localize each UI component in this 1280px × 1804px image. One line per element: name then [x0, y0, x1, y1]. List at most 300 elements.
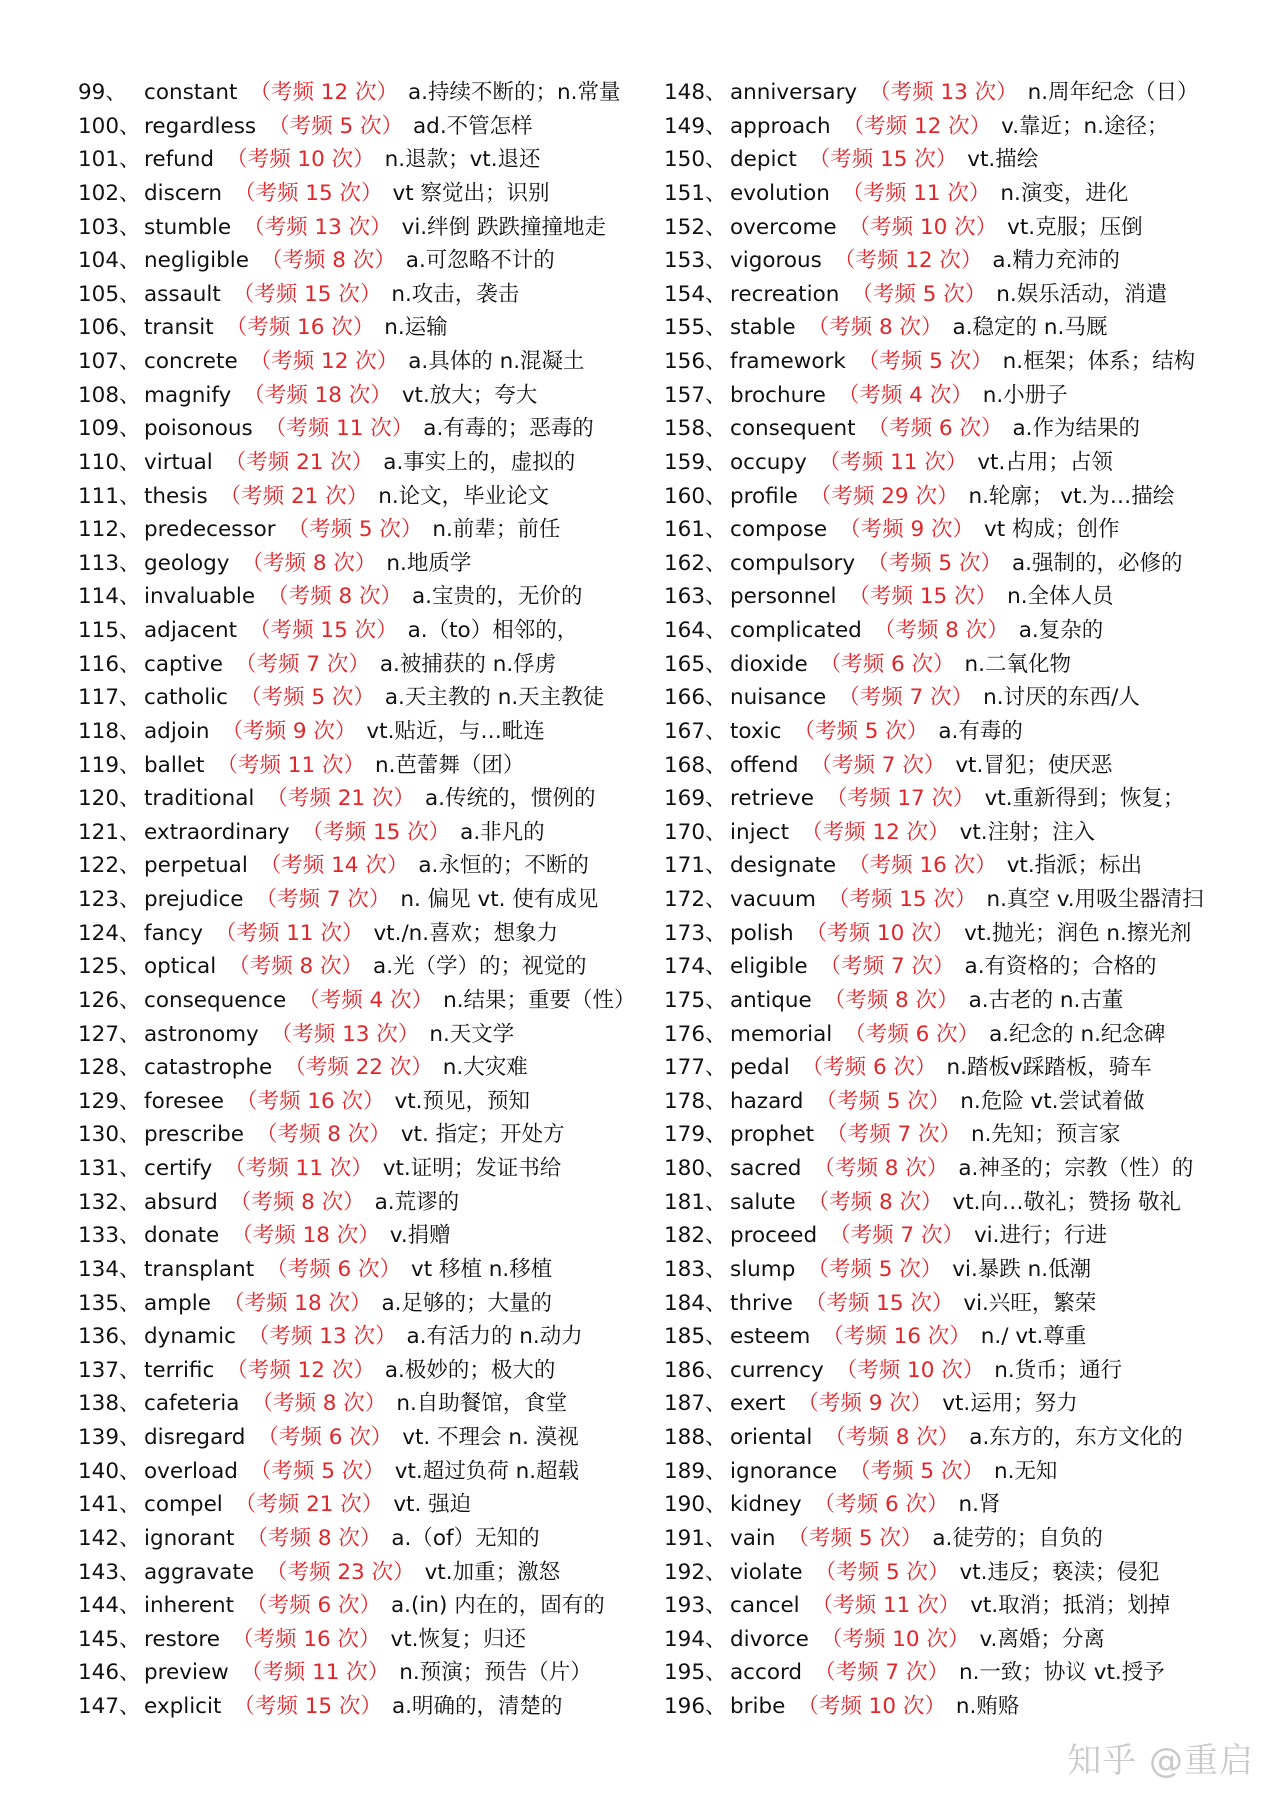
- vocab-entry: [664, 1556, 1274, 1590]
- entry-word: esteem: [730, 1324, 811, 1350]
- vocab-entry: [664, 1320, 1274, 1354]
- entry-word: captive: [144, 651, 223, 677]
- entry-word: overcome: [730, 214, 837, 240]
- entry-number: 152、: [664, 214, 727, 240]
- entry-word: foresee: [144, 1088, 224, 1114]
- entry-definition: a.精力充沛的: [992, 248, 1120, 274]
- entry-word: occupy: [730, 449, 807, 475]
- entry-definition: n.攻击，袭击: [391, 281, 520, 307]
- entry-frequency: （考频 13 次）: [270, 1021, 420, 1047]
- entry-frequency: （考频 21 次）: [219, 483, 369, 509]
- entry-word: perpetual: [144, 853, 248, 879]
- entry-number: 176、: [664, 1021, 727, 1047]
- entry-definition: n.讨厌的东西/人: [983, 685, 1140, 711]
- vocab-entry: [78, 1051, 688, 1085]
- vocab-entry: [664, 1488, 1274, 1522]
- entry-definition: vt. 强迫: [393, 1492, 472, 1518]
- vocab-entry: [664, 1421, 1274, 1455]
- vocab-entry: [78, 1085, 688, 1119]
- entry-word: ignorant: [144, 1525, 235, 1551]
- entry-number: 114、: [78, 584, 141, 610]
- entry-word: thrive: [730, 1290, 793, 1316]
- entry-frequency: （考频 14 次）: [259, 853, 409, 879]
- entry-number: 175、: [664, 987, 727, 1013]
- entry-frequency: （考频 11 次）: [841, 180, 991, 206]
- entry-word: memorial: [730, 1021, 833, 1047]
- vocab-entry: [78, 1421, 688, 1455]
- entry-number: 191、: [664, 1525, 727, 1551]
- entry-number: 180、: [664, 1156, 727, 1181]
- entry-word: antique: [730, 987, 812, 1013]
- vocab-entry: [78, 950, 688, 984]
- entry-word: preview: [144, 1660, 229, 1686]
- entry-number: 139、: [78, 1425, 141, 1450]
- entry-number: 162、: [664, 550, 727, 576]
- entry-word: divorce: [730, 1626, 809, 1652]
- entry-word: ample: [144, 1290, 211, 1316]
- entry-definition: vt.证明；发证书给: [382, 1156, 562, 1181]
- entry-frequency: （考频 5 次）: [857, 349, 993, 374]
- entry-number: 135、: [78, 1290, 141, 1316]
- entry-frequency: （考频 6 次）: [257, 1425, 393, 1450]
- entry-word: inherent: [144, 1593, 235, 1619]
- entry-frequency: （考频 6 次）: [801, 1055, 937, 1081]
- vocab-entry: [78, 816, 688, 850]
- vocab-entry: [78, 917, 688, 951]
- entry-word: invaluable: [144, 584, 256, 610]
- entry-frequency: （考频 15 次）: [301, 819, 451, 845]
- vocab-entry: [664, 143, 1274, 177]
- entry-frequency: （考频 5 次）: [249, 1458, 385, 1484]
- entry-frequency: （考频 6 次）: [266, 1256, 401, 1282]
- entry-definition: vt./n.喜欢；想象力: [373, 920, 559, 946]
- entry-definition: vt.描绘: [967, 147, 1039, 173]
- entry-number: 100、: [78, 113, 141, 139]
- entry-frequency: （考频 8 次）: [824, 1425, 960, 1450]
- vocab-entry: [664, 950, 1274, 984]
- vocab-entry: [78, 345, 688, 379]
- entry-word: predecessor: [144, 517, 276, 543]
- entry-frequency: （考频 12 次）: [249, 349, 399, 374]
- vocab-entry: [664, 1018, 1274, 1052]
- entry-definition: a.古老的 n.古董: [968, 987, 1124, 1013]
- entry-frequency: （考频 8 次）: [267, 584, 402, 610]
- entry-word: personnel: [730, 584, 837, 610]
- entry-frequency: （考频 8 次）: [873, 618, 1009, 643]
- entry-number: 144、: [78, 1593, 141, 1619]
- entry-definition: vt 察觉出；识别: [392, 180, 550, 206]
- entry-number: 155、: [664, 315, 727, 341]
- entry-definition: n.预演；预告（片）: [399, 1660, 592, 1686]
- entry-word: traditional: [144, 786, 255, 812]
- vocab-entry: [78, 614, 688, 648]
- vocab-entry: [78, 782, 688, 816]
- entry-frequency: （考频 12 次）: [833, 248, 983, 274]
- entry-word: cafeteria: [144, 1391, 240, 1417]
- entry-definition: vt.恢复；归还: [390, 1626, 527, 1652]
- entry-word: transit: [144, 315, 214, 341]
- entry-word: catholic: [144, 685, 228, 711]
- entry-frequency: （考频 16 次）: [231, 1626, 381, 1652]
- entry-frequency: （考频 16 次）: [848, 853, 997, 879]
- entry-frequency: （考频 9 次）: [797, 1391, 933, 1417]
- entry-definition: a.天主教的 n.天主教徒: [384, 685, 605, 711]
- vocab-entry: [664, 480, 1274, 514]
- entry-number: 185、: [664, 1324, 727, 1350]
- entry-definition: a.徒劳的；自负的: [932, 1525, 1103, 1551]
- entry-word: complicated: [730, 618, 862, 643]
- entry-word: depict: [730, 147, 797, 173]
- entry-word: exert: [730, 1391, 786, 1417]
- entry-word: brochure: [730, 382, 826, 408]
- entry-definition: vt.重新得到；恢复；: [984, 786, 1185, 812]
- vocab-entry: [78, 1253, 688, 1287]
- entry-word: discern: [144, 180, 222, 206]
- entry-number: 111、: [78, 483, 141, 509]
- vocab-entry: [78, 211, 688, 245]
- vocab-entry: [664, 345, 1274, 379]
- entry-definition: n. 偏见 vt. 使有成见: [400, 887, 599, 912]
- entry-frequency: （考频 11 次）: [224, 1156, 373, 1181]
- entry-word: concrete: [144, 349, 238, 374]
- entry-word: vigorous: [730, 248, 822, 274]
- entry-word: compose: [730, 517, 828, 543]
- vocab-entry: [664, 547, 1274, 581]
- entry-number: 166、: [664, 685, 727, 711]
- entry-number: 164、: [664, 618, 727, 643]
- vocab-entry: [664, 1690, 1274, 1724]
- vocab-entry: [664, 1219, 1274, 1253]
- entry-word: vain: [730, 1525, 776, 1551]
- entry-number: 173、: [664, 920, 727, 946]
- entry-definition: a.有毒的: [938, 718, 1023, 744]
- entry-word: eligible: [730, 954, 808, 980]
- entry-frequency: （考频 10 次）: [848, 214, 998, 240]
- entry-word: prophet: [730, 1122, 815, 1148]
- entry-number: 119、: [78, 752, 141, 778]
- entry-frequency: （考频 5 次）: [815, 1088, 951, 1114]
- entry-frequency: （考频 15 次）: [804, 1290, 954, 1316]
- vocab-entry: [78, 1589, 688, 1623]
- entry-definition: n./ vt.尊重: [980, 1324, 1087, 1350]
- entry-word: retrieve: [730, 786, 815, 812]
- entry-number: 157、: [664, 382, 727, 408]
- vocab-entry: [664, 244, 1274, 278]
- entry-definition: n.演变，进化: [1000, 180, 1129, 206]
- entry-definition: a.宝贵的，无价的: [411, 584, 583, 610]
- entry-definition: vi.绊倒 跌跌撞撞地走: [401, 214, 606, 240]
- vocab-entry: [78, 1690, 688, 1724]
- entry-frequency: （考频 16 次）: [225, 315, 375, 341]
- entry-word: disregard: [144, 1425, 246, 1450]
- entry-number: 99、: [78, 80, 127, 105]
- entry-frequency: （考频 12 次）: [249, 80, 398, 105]
- entry-number: 183、: [664, 1256, 727, 1282]
- entry-word: hazard: [730, 1088, 804, 1114]
- entry-frequency: （考频 6 次）: [819, 651, 955, 677]
- entry-number: 178、: [664, 1088, 727, 1114]
- entry-definition: vt.注射；注入: [959, 819, 1096, 845]
- vocab-entry: [78, 1320, 688, 1354]
- entry-definition: v.捐赠: [389, 1223, 451, 1249]
- vocab-entry: [78, 1556, 688, 1590]
- entry-word: geology: [144, 550, 230, 576]
- entry-word: magnify: [144, 382, 232, 408]
- entry-definition: vt.取消；抵消；划掉: [970, 1593, 1171, 1619]
- entry-frequency: （考频 4 次）: [298, 987, 434, 1013]
- entry-number: 102、: [78, 180, 141, 206]
- entry-word: designate: [730, 853, 837, 879]
- entry-definition: n.芭蕾舞（团）: [374, 752, 525, 778]
- entry-number: 123、: [78, 887, 141, 912]
- entry-number: 149、: [664, 113, 727, 139]
- vocab-entry: [664, 715, 1274, 749]
- entry-word: kidney: [730, 1492, 802, 1518]
- vocab-entry: [78, 749, 688, 783]
- entry-frequency: （考频 12 次）: [801, 819, 950, 845]
- entry-word: evolution: [730, 180, 830, 206]
- entry-number: 107、: [78, 349, 141, 374]
- entry-word: proceed: [730, 1223, 818, 1249]
- entry-frequency: （考频 11 次）: [811, 1593, 961, 1619]
- entry-number: 167、: [664, 718, 727, 744]
- entry-frequency: （考频 13 次）: [869, 80, 1018, 105]
- entry-number: 137、: [78, 1357, 141, 1383]
- vocab-column-right: [664, 76, 1274, 1724]
- entry-number: 132、: [78, 1189, 141, 1215]
- vocab-entry: [664, 379, 1274, 413]
- entry-number: 116、: [78, 651, 141, 677]
- entry-frequency: （考频 15 次）: [808, 147, 958, 173]
- vocab-entry: [664, 1387, 1274, 1421]
- vocab-entry: [78, 984, 688, 1018]
- entry-word: recreation: [730, 281, 840, 307]
- entry-frequency: （考频 15 次）: [233, 1694, 382, 1719]
- entry-definition: a.传统的，惯例的: [424, 786, 596, 812]
- entry-frequency: （考频 6 次）: [844, 1021, 980, 1047]
- entry-number: 128、: [78, 1055, 141, 1081]
- entry-definition: n.自助餐馆，食堂: [396, 1391, 568, 1417]
- entry-number: 192、: [664, 1559, 727, 1585]
- entry-number: 136、: [78, 1324, 141, 1350]
- entry-word: restore: [144, 1626, 220, 1652]
- entry-frequency: （考频 7 次）: [810, 752, 946, 778]
- entry-definition: vt.预见，预知: [394, 1088, 531, 1114]
- entry-definition: vt.加重；激怒: [424, 1559, 561, 1585]
- entry-frequency: （考频 18 次）: [222, 1290, 372, 1316]
- entry-definition: n.周年纪念（日）: [1027, 80, 1199, 105]
- entry-frequency: （考频 8 次）: [823, 987, 959, 1013]
- entry-definition: vi.兴旺，繁荣: [963, 1290, 1097, 1316]
- entry-definition: vt.违反；亵渎；侵犯: [959, 1559, 1160, 1585]
- entry-number: 181、: [664, 1189, 727, 1215]
- entry-number: 131、: [78, 1156, 141, 1181]
- entry-word: salute: [730, 1189, 796, 1215]
- vocab-entry: [664, 1656, 1274, 1690]
- entry-number: 172、: [664, 887, 727, 912]
- entry-definition: vi.暴跌 n.低潮: [952, 1256, 1092, 1282]
- entry-definition: a.持续不断的；n.常量: [408, 80, 621, 105]
- entry-word: donate: [144, 1223, 220, 1249]
- entry-word: compulsory: [730, 550, 856, 576]
- entry-number: 186、: [664, 1357, 727, 1383]
- entry-definition: n.大灾难: [442, 1055, 528, 1081]
- entry-number: 104、: [78, 248, 141, 274]
- vocab-entry: [78, 849, 688, 883]
- entry-number: 110、: [78, 449, 141, 475]
- entry-definition: a.被捕获的 n.俘虏: [379, 651, 557, 677]
- entry-definition: n.真空 v.用吸尘器清扫: [986, 887, 1204, 912]
- entry-word: overload: [144, 1458, 238, 1484]
- entry-word: oriental: [730, 1425, 813, 1450]
- entry-number: 182、: [664, 1223, 727, 1249]
- entry-word: prejudice: [144, 887, 244, 912]
- entry-word: consequent: [730, 416, 856, 442]
- entry-frequency: （考频 17 次）: [826, 786, 975, 812]
- vocab-entry: [78, 177, 688, 211]
- vocab-entry: [78, 715, 688, 749]
- entry-frequency: （考频 13 次）: [247, 1324, 397, 1350]
- entry-word: stumble: [144, 214, 232, 240]
- entry-word: framework: [730, 349, 846, 374]
- entry-frequency: （考频 18 次）: [231, 1223, 380, 1249]
- entry-number: 148、: [664, 80, 727, 105]
- vocab-entry: [78, 446, 688, 480]
- entry-number: 165、: [664, 651, 727, 677]
- entry-number: 105、: [78, 281, 141, 307]
- entry-definition: vt.冒犯；使厌恶: [955, 752, 1113, 778]
- vocab-entry: [664, 513, 1274, 547]
- entry-word: refund: [144, 147, 215, 173]
- vocab-entry: [664, 1354, 1274, 1388]
- entry-word: sacred: [730, 1156, 802, 1181]
- entry-frequency: （考频 12 次）: [842, 113, 992, 139]
- entry-frequency: （考频 6 次）: [246, 1593, 381, 1619]
- entry-frequency: （考频 7 次）: [829, 1223, 964, 1249]
- entry-number: 145、: [78, 1626, 141, 1652]
- entry-number: 154、: [664, 281, 727, 307]
- entry-word: compel: [144, 1492, 223, 1518]
- entry-definition: n.肾: [958, 1492, 1001, 1518]
- entry-word: adjacent: [144, 618, 238, 643]
- entry-definition: vt.贴近，与…毗连: [366, 718, 545, 744]
- entry-definition: n.天文学: [429, 1021, 515, 1047]
- entry-number: 163、: [664, 584, 727, 610]
- entry-number: 177、: [664, 1055, 727, 1081]
- entry-frequency: （考频 21 次）: [224, 449, 374, 475]
- entry-definition: n.踏板v踩踏板，骑车: [946, 1055, 1152, 1081]
- entry-frequency: （考频 11 次）: [216, 752, 365, 778]
- entry-definition: n.一致；协议 vt.授予: [958, 1660, 1165, 1686]
- vocab-entry: [78, 1118, 688, 1152]
- entry-frequency: （考频 7 次）: [838, 685, 974, 711]
- entry-number: 156、: [664, 349, 727, 374]
- entry-frequency: （考频 5 次）: [814, 1559, 950, 1585]
- entry-number: 103、: [78, 214, 141, 240]
- entry-number: 187、: [664, 1391, 727, 1417]
- vocab-entry: [664, 311, 1274, 345]
- entry-definition: ad.不管怎样: [413, 113, 533, 139]
- entry-frequency: （考频 18 次）: [243, 382, 392, 408]
- entry-word: astronomy: [144, 1021, 259, 1047]
- entry-frequency: （考频 8 次）: [813, 1156, 949, 1181]
- entry-number: 125、: [78, 954, 141, 980]
- entry-frequency: （考频 10 次）: [805, 920, 955, 946]
- entry-word: constant: [144, 80, 238, 105]
- entry-definition: vt 构成；创作: [984, 517, 1120, 543]
- entry-frequency: （考频 7 次）: [826, 1122, 961, 1148]
- entry-word: assault: [144, 281, 221, 307]
- entry-word: transplant: [144, 1256, 255, 1282]
- entry-number: 117、: [78, 685, 141, 711]
- entry-definition: vt.占用；占领: [977, 449, 1113, 475]
- entry-word: regardless: [144, 113, 257, 139]
- entry-definition: vt. 不理会 n. 漠视: [402, 1425, 579, 1450]
- entry-number: 133、: [78, 1223, 141, 1249]
- entry-frequency: （考频 7 次）: [255, 887, 391, 912]
- entry-definition: a.复杂的: [1018, 618, 1104, 643]
- entry-frequency: （考频 8 次）: [251, 1391, 387, 1417]
- watermark: 知乎 @重启: [1067, 1741, 1254, 1781]
- entry-number: 126、: [78, 987, 141, 1013]
- entry-frequency: （考频 11 次）: [818, 449, 968, 475]
- vocab-entry: [664, 110, 1274, 144]
- vocab-entry: [664, 580, 1274, 614]
- entry-number: 169、: [664, 786, 727, 812]
- vocab-entry: [78, 278, 688, 312]
- entry-number: 188、: [664, 1425, 727, 1450]
- entry-number: 142、: [78, 1525, 141, 1551]
- entry-number: 158、: [664, 416, 727, 442]
- entry-definition: vt.放大；夸大: [401, 382, 538, 408]
- entry-word: anniversary: [730, 80, 858, 105]
- entry-number: 146、: [78, 1660, 141, 1686]
- entry-frequency: （考频 21 次）: [234, 1492, 384, 1518]
- vocab-entry: [664, 1085, 1274, 1119]
- entry-number: 140、: [78, 1458, 141, 1484]
- entry-word: extraordinary: [144, 819, 290, 845]
- entry-word: prescribe: [144, 1122, 244, 1148]
- entry-frequency: （考频 21 次）: [266, 786, 415, 812]
- entry-frequency: （考频 10 次）: [820, 1626, 970, 1652]
- vocab-entry: [78, 1354, 688, 1388]
- vocab-entry: [664, 849, 1274, 883]
- entry-frequency: （考频 12 次）: [226, 1357, 375, 1383]
- entry-frequency: （考频 7 次）: [819, 954, 955, 980]
- entry-definition: v.靠近；n.途径；: [1001, 113, 1169, 139]
- entry-definition: n.小册子: [982, 382, 1068, 408]
- vocab-entry: [664, 1287, 1274, 1321]
- entry-word: stable: [730, 315, 796, 341]
- entry-number: 147、: [78, 1694, 141, 1719]
- entry-definition: a.作为结果的: [1012, 416, 1140, 442]
- vocab-column-left: [78, 76, 688, 1724]
- vocab-entry: [664, 1623, 1274, 1657]
- vocab-entry: [664, 782, 1274, 816]
- vocab-entry: [78, 513, 688, 547]
- vocab-entry: [664, 1186, 1274, 1220]
- entry-number: 122、: [78, 853, 141, 879]
- vocab-entry: [664, 1455, 1274, 1489]
- vocab-entry: [78, 143, 688, 177]
- entry-word: ignorance: [730, 1458, 838, 1484]
- entry-word: consequence: [144, 987, 287, 1013]
- entry-number: 159、: [664, 449, 727, 475]
- vocab-entry: [664, 614, 1274, 648]
- entry-number: 179、: [664, 1122, 727, 1148]
- entry-definition: vi.进行；行进: [973, 1223, 1107, 1249]
- entry-frequency: （考频 6 次）: [867, 416, 1003, 442]
